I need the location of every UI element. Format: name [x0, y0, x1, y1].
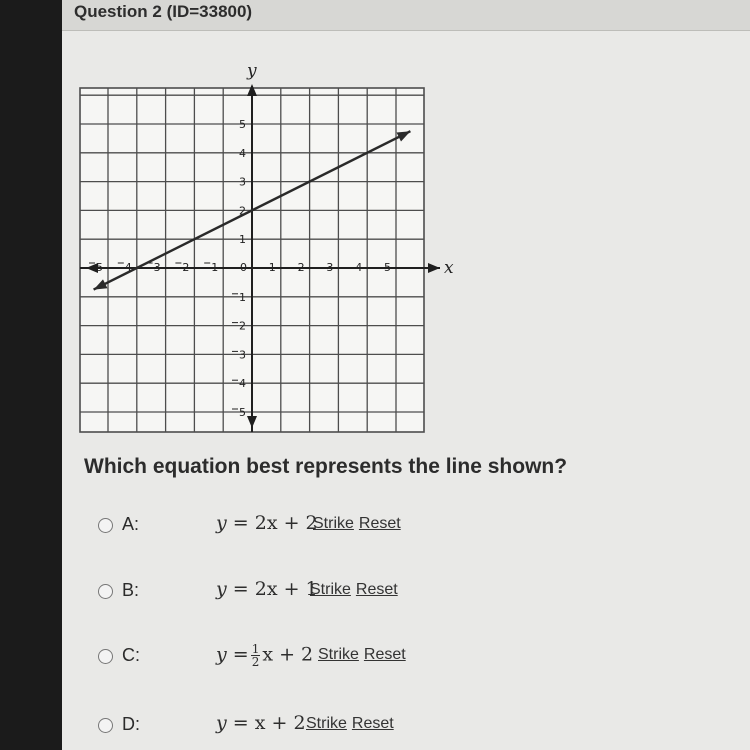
option-d-strike-link[interactable]: Strike: [306, 715, 347, 732]
option-d-links: [306, 715, 399, 733]
question-title: Question 2 (ID=33800): [74, 2, 253, 21]
option-d[interactable]: [98, 712, 658, 742]
x-tick-label: 4: [355, 261, 363, 274]
option-a-radio[interactable]: [98, 518, 113, 533]
option-a-strike-link[interactable]: Strike: [313, 515, 354, 532]
coordinate-graph: [78, 58, 478, 438]
fraction-one-half: $\frac{1}{2}$: [251, 642, 260, 669]
question-header: [62, 0, 750, 31]
x-axis-arrow-right: [428, 263, 440, 273]
option-a-reset-link[interactable]: Reset: [358, 515, 401, 532]
x-tick-label: 3: [153, 261, 161, 274]
option-b[interactable]: [98, 578, 658, 608]
option-b-letter: B:: [122, 580, 140, 600]
x-tick-label: 1: [268, 261, 276, 274]
y-tick-label: 2: [239, 319, 246, 333]
option-b-strike-link[interactable]: Strike: [310, 581, 351, 598]
option-d-radio[interactable]: [98, 718, 113, 733]
option-b-equation: y = 2x + 1: [216, 578, 318, 600]
y-tick-label: 3: [239, 348, 246, 362]
y-tick-label: 5: [239, 406, 246, 419]
y-tick-label: 4: [239, 377, 246, 391]
option-a-letter: A:: [122, 514, 140, 534]
x-tick-label: 1: [211, 261, 219, 274]
x-axis-label: x: [444, 258, 454, 278]
option-c[interactable]: [98, 643, 658, 673]
y-tick-label: 1: [239, 290, 246, 304]
option-a-links: [313, 515, 406, 533]
option-b-radio[interactable]: [98, 584, 113, 599]
y-tick-label: 2: [239, 204, 246, 218]
question-page: [62, 0, 750, 750]
y-tick-label: 3: [239, 175, 246, 189]
option-c-reset-link[interactable]: Reset: [363, 646, 406, 663]
x-tick-label: 5: [96, 261, 103, 274]
option-a[interactable]: [98, 512, 658, 542]
option-c-letter: C:: [122, 645, 141, 665]
option-b-links: [310, 581, 403, 599]
y-tick-label: 4: [239, 146, 246, 160]
option-c-equation: y = $\frac{1}{2}$ x + 2: [216, 642, 314, 669]
option-d-reset-link[interactable]: Reset: [351, 715, 394, 732]
y-tick-label: 5: [239, 118, 246, 131]
x-tick-label: 2: [297, 261, 305, 274]
y-axis-label: y: [247, 61, 257, 81]
question-text: Which equation best represents the line shown?: [84, 455, 568, 478]
option-d-equation: y = x + 2: [216, 712, 306, 734]
x-tick-label: 4: [124, 261, 132, 274]
x-tick-label: 3: [326, 261, 334, 274]
option-b-reset-link[interactable]: Reset: [355, 581, 398, 598]
option-c-radio[interactable]: [98, 649, 113, 664]
option-a-equation: y = 2x + 2: [216, 512, 318, 534]
option-c-strike-link[interactable]: Strike: [318, 646, 359, 663]
x-tick-label: 5: [384, 261, 391, 274]
x-tick-label: 2: [182, 261, 190, 274]
option-c-links: [318, 646, 411, 664]
x-tick-label: 0: [240, 261, 247, 274]
option-d-letter: D:: [122, 714, 141, 734]
y-tick-label: 1: [239, 233, 246, 247]
